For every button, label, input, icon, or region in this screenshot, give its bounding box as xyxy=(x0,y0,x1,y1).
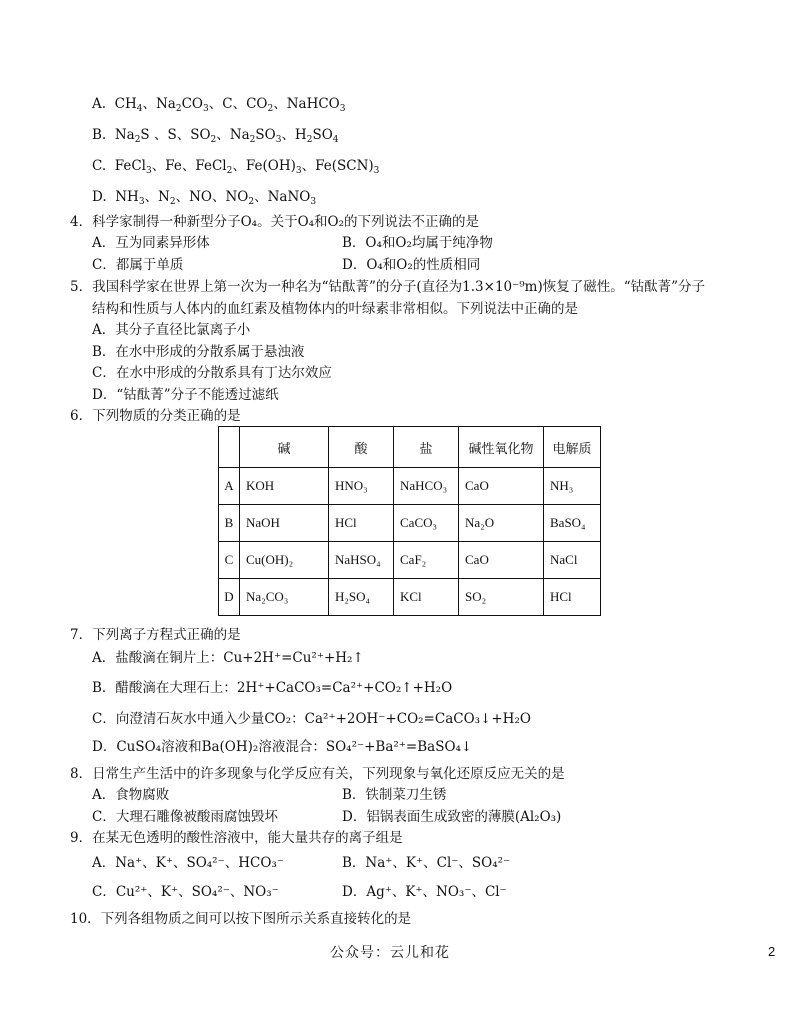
table-row: A KOH HNO₃ NaHCO₃ CaO NH₃ xyxy=(219,468,601,505)
q5-option-c: C．在水中形成的分散系具有丁达尔效应 xyxy=(92,365,332,381)
table-row: D Na₂CO₃ H₂SO₄ KCl SO₂ HCl xyxy=(219,579,601,616)
q9-option-a: A．Na⁺、K⁺、SO₄²⁻、HCO₃⁻ xyxy=(92,855,284,871)
q7-option-d: D．CuSO₄溶液和Ba(OH)₂溶液混合：SO₄²⁻+Ba²⁺=BaSO₄↓ xyxy=(92,739,473,755)
classification-table xyxy=(218,426,601,616)
equation: Cu+2H⁺=Cu²⁺+H₂↑ xyxy=(223,650,364,666)
q7-option-a: A．盐酸滴在铜片上：Cu+2H⁺=Cu²⁺+H₂↑ xyxy=(92,650,364,666)
q8-option-a: A．食物腐败 xyxy=(92,787,170,803)
equation: CO₂：Ca²⁺+2OH⁻+CO₂=CaCO₃↓+H₂O xyxy=(264,711,531,727)
q8-stem: 8．日常生产生活中的许多现象与化学反应有关，下列现象与氧化还原反应无关的是 xyxy=(70,766,565,782)
option-label: B. xyxy=(92,127,107,143)
q4-option-b: B．O₄和O₂均属于纯净物 xyxy=(342,235,493,251)
q9-option-d: D．Ag⁺、K⁺、NO₃⁻、Cl⁻ xyxy=(342,884,507,900)
table-row: C Cu(OH)₂ NaHSO₄ CaF₂ CaO NaCl xyxy=(219,542,601,579)
q4-stem: 4．科学家制得一种新型分子O₄。关于O₄和O₂的下列说法不正确的是 xyxy=(70,214,480,230)
page-number: 2 xyxy=(768,944,776,959)
q7-option-b: B．醋酸滴在大理石上：2H⁺+CaCO₃=Ca²⁺+CO₂↑+H₂O xyxy=(92,680,453,696)
q8-option-b: B．铁制菜刀生锈 xyxy=(342,787,447,803)
table-row: B NaOH HCl CaCO₃ Na₂O BaSO₄ xyxy=(219,505,601,542)
q5-stem-line2: 结构和性质与人体内的血红素及植物体内的叶绿素非常相似。下列说法中正确的是 xyxy=(92,301,578,317)
q9-option-b: B．Na⁺、K⁺、Cl⁻、SO₄²⁻ xyxy=(342,855,511,871)
q8-option-c: C．大理石雕像被酸雨腐蚀毁坏 xyxy=(92,809,278,825)
q3-option-d: D. $NH_3$、$N_2$、NO、$NO_2$、NaNO$_3$ xyxy=(92,189,317,207)
q8-option-d: D．铝锅表面生成致密的薄膜(Al₂O₃) xyxy=(342,809,562,825)
table-header-row: 碱 酸 盐 碱性氧化物 电解质 xyxy=(219,427,601,468)
q4-option-d: D．O₄和O₂的性质相同 xyxy=(342,257,481,273)
equation: SO₄²⁻+Ba²⁺=BaSO₄↓ xyxy=(325,739,473,755)
q3-option-c: C. FeCl$_3$、Fe、FeCl$_2$、$Fe(OH)_3$、$Fe(SCN)_3$ xyxy=(92,158,380,176)
q5-option-b: B．在水中形成的分散系属于悬浊液 xyxy=(92,344,305,360)
q3-option-a: A. $CH_4$、$Na_2CO_3$、C、$CO_2$、NaHCO$_3$ xyxy=(92,96,346,114)
q10-stem: 10．下列各组物质之间可以按下图所示关系直接转化的是 xyxy=(70,911,412,927)
equation: 2H⁺+CaCO₃=Ca²⁺+CO₂↑+H₂O xyxy=(236,680,453,696)
footer-wechat-account: 公众号：云儿和花 xyxy=(330,945,450,961)
option-label: A. xyxy=(92,96,107,112)
q5-stem-line1: 5．我国科学家在世界上第一次为一种名为“钴酞菁”的分子(直径为1.3×10⁻⁹m)恢复了磁性。“钴酞菁”分子 xyxy=(70,279,706,295)
option-label: C. xyxy=(92,158,107,174)
q5-option-a: A．其分子直径比氯离子小 xyxy=(92,322,251,338)
q6-stem: 6．下列物质的分类正确的是 xyxy=(70,408,241,424)
q4-option-c: C．都属于单质 xyxy=(92,257,184,273)
q9-stem: 9．在某无色透明的酸性溶液中，能大量共存的离子组是 xyxy=(70,830,403,846)
q5-option-d: D．“钴酞菁”分子不能透过滤纸 xyxy=(92,387,279,403)
q7-option-c: C．向澄清石灰水中通入少量CO₂：Ca²⁺+2OH⁻+CO₂=CaCO₃↓+H₂O xyxy=(92,711,531,727)
q9-option-c: C．Cu²⁺、K⁺、SO₄²⁻、NO₃⁻ xyxy=(92,884,279,900)
q4-option-a: A．互为同素异形体 xyxy=(92,235,210,251)
q7-stem: 7．下列离子方程式正确的是 xyxy=(70,627,241,643)
q3-option-b: B. $Na_2S$ 、S、$SO_2$、$Na_2SO_3$、$H_2SO_4$ xyxy=(92,127,339,145)
option-label: D. xyxy=(92,189,107,205)
